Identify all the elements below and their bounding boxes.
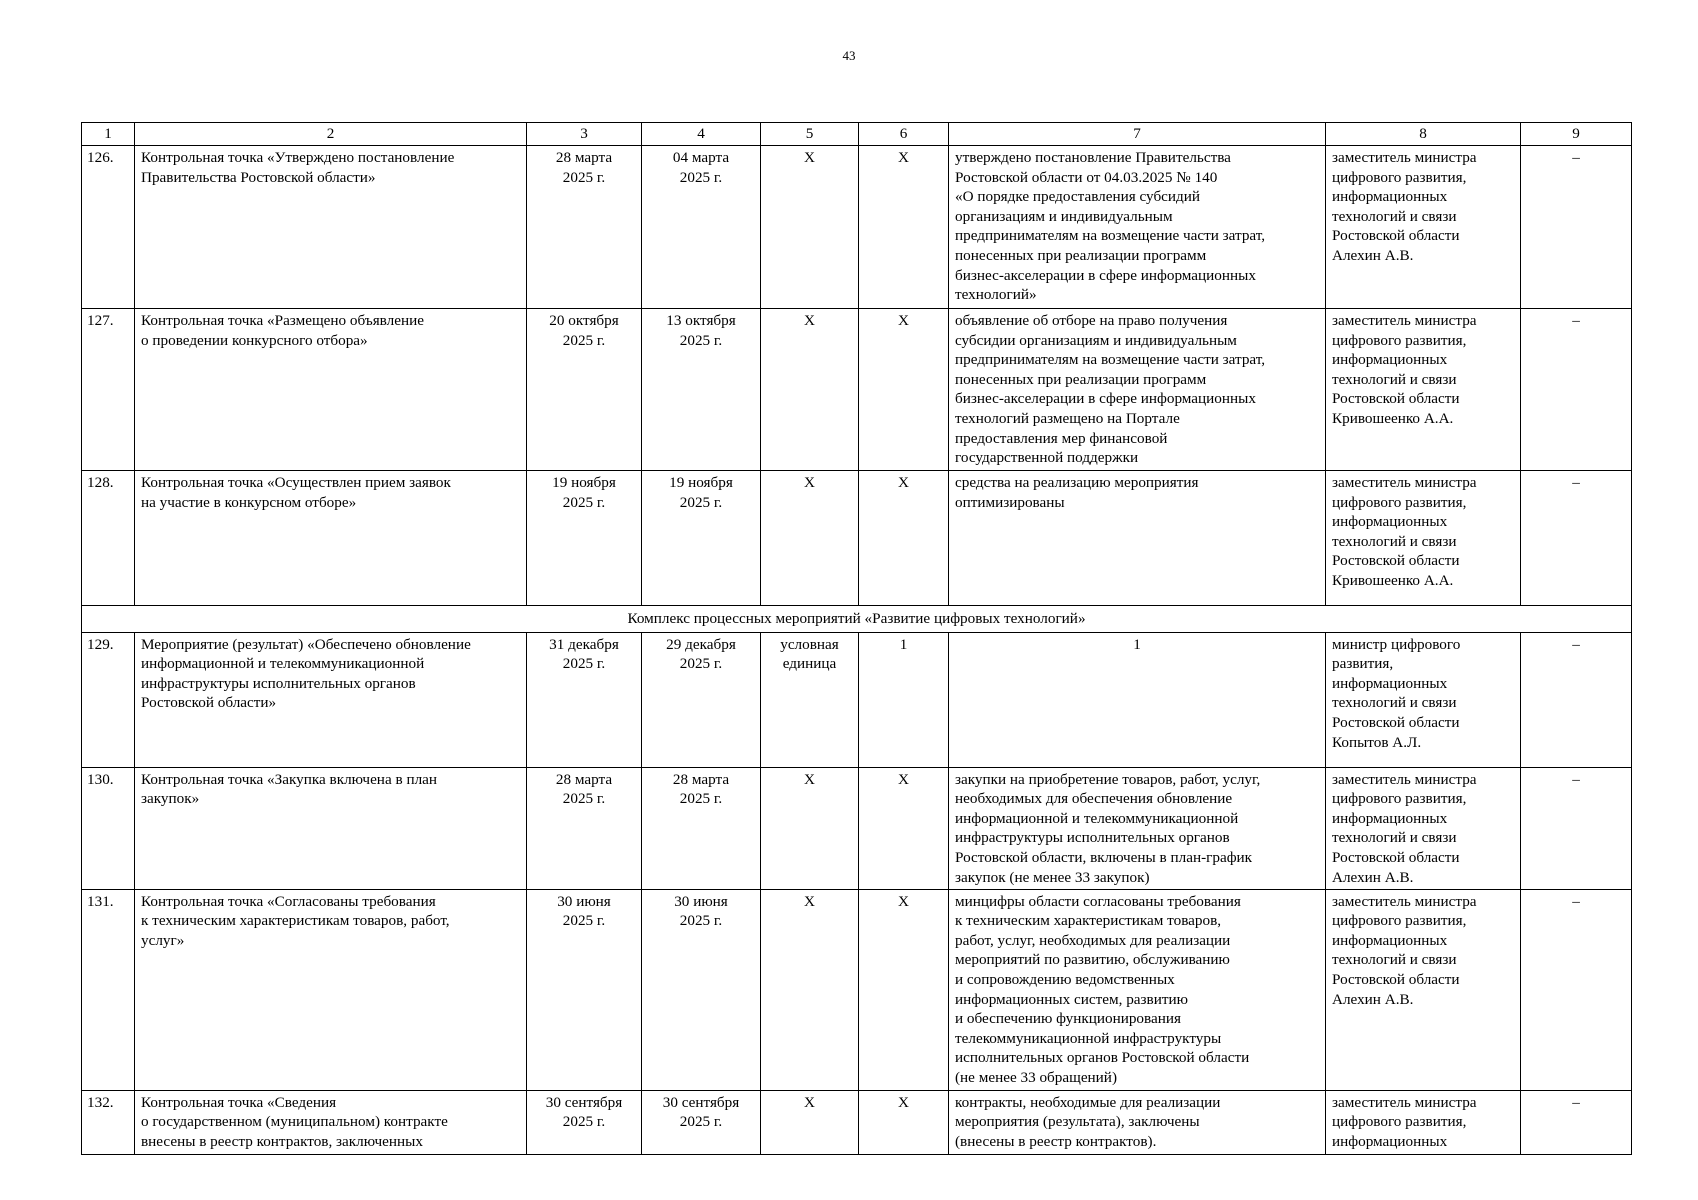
fact-date: 28 марта 2025 г.: [642, 767, 761, 889]
column-header-2: 2: [135, 123, 527, 146]
table-row: [82, 471, 1632, 606]
unit-cell: Х: [761, 309, 859, 471]
fact-date: 19 ноября 2025 г.: [642, 471, 761, 606]
responsible-person: заместитель министра цифрового развития, информационных технологий и связи Ростовской области Кривошеенко А.А.: [1326, 309, 1521, 471]
plan-date: 20 октября 2025 г.: [527, 309, 642, 471]
column-header-5: 5: [761, 123, 859, 146]
value-cell: Х: [859, 1090, 949, 1154]
responsible-person: заместитель министра цифрового развития, информационных технологий и связи Ростовской области Алехин А.В.: [1326, 767, 1521, 889]
note-cell: –: [1521, 889, 1632, 1090]
result-description: объявление об отборе на право получения субсидии организациям и индивидуальным предпринимателям на возмещение части затрат, понесенных при реализации программ бизнес-акселерации в сфере информационных технологий размещено на Портале предоставления мер финансовой государственной поддержки: [949, 309, 1326, 471]
plan-date: 30 июня 2025 г.: [527, 889, 642, 1090]
fact-date: 13 октября 2025 г.: [642, 309, 761, 471]
note-cell: –: [1521, 1090, 1632, 1154]
column-header-1: 1: [82, 123, 135, 146]
event-name: Контрольная точка «Сведения о государственном (муниципальном) контракте внесены в реестр контрактов, заключенных: [135, 1090, 527, 1154]
row-number: 126.: [82, 146, 135, 309]
plan-date: 28 марта 2025 г.: [527, 146, 642, 309]
value-cell: Х: [859, 309, 949, 471]
responsible-person: заместитель министра цифрового развития, информационных технологий и связи Ростовской области Алехин А.В.: [1326, 889, 1521, 1090]
row-number: 130.: [82, 767, 135, 889]
result-description: минцифры области согласованы требования к техническим характеристикам товаров, работ, услуг, необходимых для реализации мероприятий по развитию, обслуживанию и сопровождению ведомственных информационных систем, развитию и обеспечению функционирования телекоммуникационной инфраструктуры исполнительных органов Ростовской области (не менее 33 обращений): [949, 889, 1326, 1090]
plan-date: 30 сентября 2025 г.: [527, 1090, 642, 1154]
responsible-person: заместитель министра цифрового развития, информационных технологий и связи Ростовской области Кривошеенко А.А.: [1326, 471, 1521, 606]
note-cell: –: [1521, 471, 1632, 606]
unit-cell: Х: [761, 767, 859, 889]
value-cell: Х: [859, 146, 949, 309]
column-header-3: 3: [527, 123, 642, 146]
column-number-row: [82, 123, 1632, 146]
event-name: Контрольная точка «Утверждено постановление Правительства Ростовской области»: [135, 146, 527, 309]
table-row: [82, 632, 1632, 767]
fact-date: 29 декабря 2025 г.: [642, 632, 761, 767]
fact-date: 30 июня 2025 г.: [642, 889, 761, 1090]
section-title: Комплекс процессных мероприятий «Развитие цифровых технологий»: [82, 606, 1632, 633]
note-cell: –: [1521, 632, 1632, 767]
table-row: [82, 767, 1632, 889]
value-cell: Х: [859, 767, 949, 889]
unit-cell: Х: [761, 889, 859, 1090]
row-number: 131.: [82, 889, 135, 1090]
table-row: [82, 889, 1632, 1090]
column-header-8: 8: [1326, 123, 1521, 146]
responsible-person: министр цифрового развития, информационных технологий и связи Ростовской области Копытов А.Л.: [1326, 632, 1521, 767]
result-description: закупки на приобретение товаров, работ, услуг, необходимых для обеспечения обновление информационной и телекоммуникационной инфраструктуры исполнительных органов Ростовской области, включены в план-график закупок (не менее 33 закупок): [949, 767, 1326, 889]
result-description: утверждено постановление Правительства Ростовской области от 04.03.2025 № 140 «О порядке предоставления субсидий организациям и индивидуальным предпринимателям на возмещение части затрат, понесенных при реализации программ бизнес-акселерации в сфере информационных технологий»: [949, 146, 1326, 309]
section-row: [82, 606, 1632, 633]
row-number: 129.: [82, 632, 135, 767]
event-name: Контрольная точка «Осуществлен прием заявок на участие в конкурсном отборе»: [135, 471, 527, 606]
column-header-9: 9: [1521, 123, 1632, 146]
value-cell: 1: [859, 632, 949, 767]
column-header-7: 7: [949, 123, 1326, 146]
result-description: средства на реализацию мероприятия оптимизированы: [949, 471, 1326, 606]
note-cell: –: [1521, 309, 1632, 471]
table-row: [82, 1090, 1632, 1154]
table-row: [82, 146, 1632, 309]
fact-date: 30 сентября 2025 г.: [642, 1090, 761, 1154]
result-description: контракты, необходимые для реализации мероприятия (результата), заключены (внесены в реестр контрактов).: [949, 1090, 1326, 1154]
unit-cell: условная единица: [761, 632, 859, 767]
result-description: 1: [949, 632, 1326, 767]
row-number: 132.: [82, 1090, 135, 1154]
control-points-table: [81, 122, 1632, 1155]
event-name: Мероприятие (результат) «Обеспечено обновление информационной и телекоммуникационной инфраструктуры исполнительных органов Ростовской области»: [135, 632, 527, 767]
unit-cell: Х: [761, 146, 859, 309]
row-number: 127.: [82, 309, 135, 471]
row-number: 128.: [82, 471, 135, 606]
unit-cell: Х: [761, 471, 859, 606]
note-cell: –: [1521, 146, 1632, 309]
unit-cell: Х: [761, 1090, 859, 1154]
plan-date: 19 ноября 2025 г.: [527, 471, 642, 606]
table-row: [82, 309, 1632, 471]
responsible-person: заместитель министра цифрового развития, информационных: [1326, 1090, 1521, 1154]
event-name: Контрольная точка «Закупка включена в план закупок»: [135, 767, 527, 889]
column-header-6: 6: [859, 123, 949, 146]
plan-date: 31 декабря 2025 г.: [527, 632, 642, 767]
value-cell: Х: [859, 889, 949, 1090]
note-cell: –: [1521, 767, 1632, 889]
column-header-4: 4: [642, 123, 761, 146]
event-name: Контрольная точка «Согласованы требования к техническим характеристикам товаров, работ, услуг»: [135, 889, 527, 1090]
event-name: Контрольная точка «Размещено объявление о проведении конкурсного отбора»: [135, 309, 527, 471]
page-number: 43: [842, 48, 856, 63]
value-cell: Х: [859, 471, 949, 606]
fact-date: 04 марта 2025 г.: [642, 146, 761, 309]
responsible-person: заместитель министра цифрового развития, информационных технологий и связи Ростовской области Алехин А.В.: [1326, 146, 1521, 309]
plan-date: 28 марта 2025 г.: [527, 767, 642, 889]
